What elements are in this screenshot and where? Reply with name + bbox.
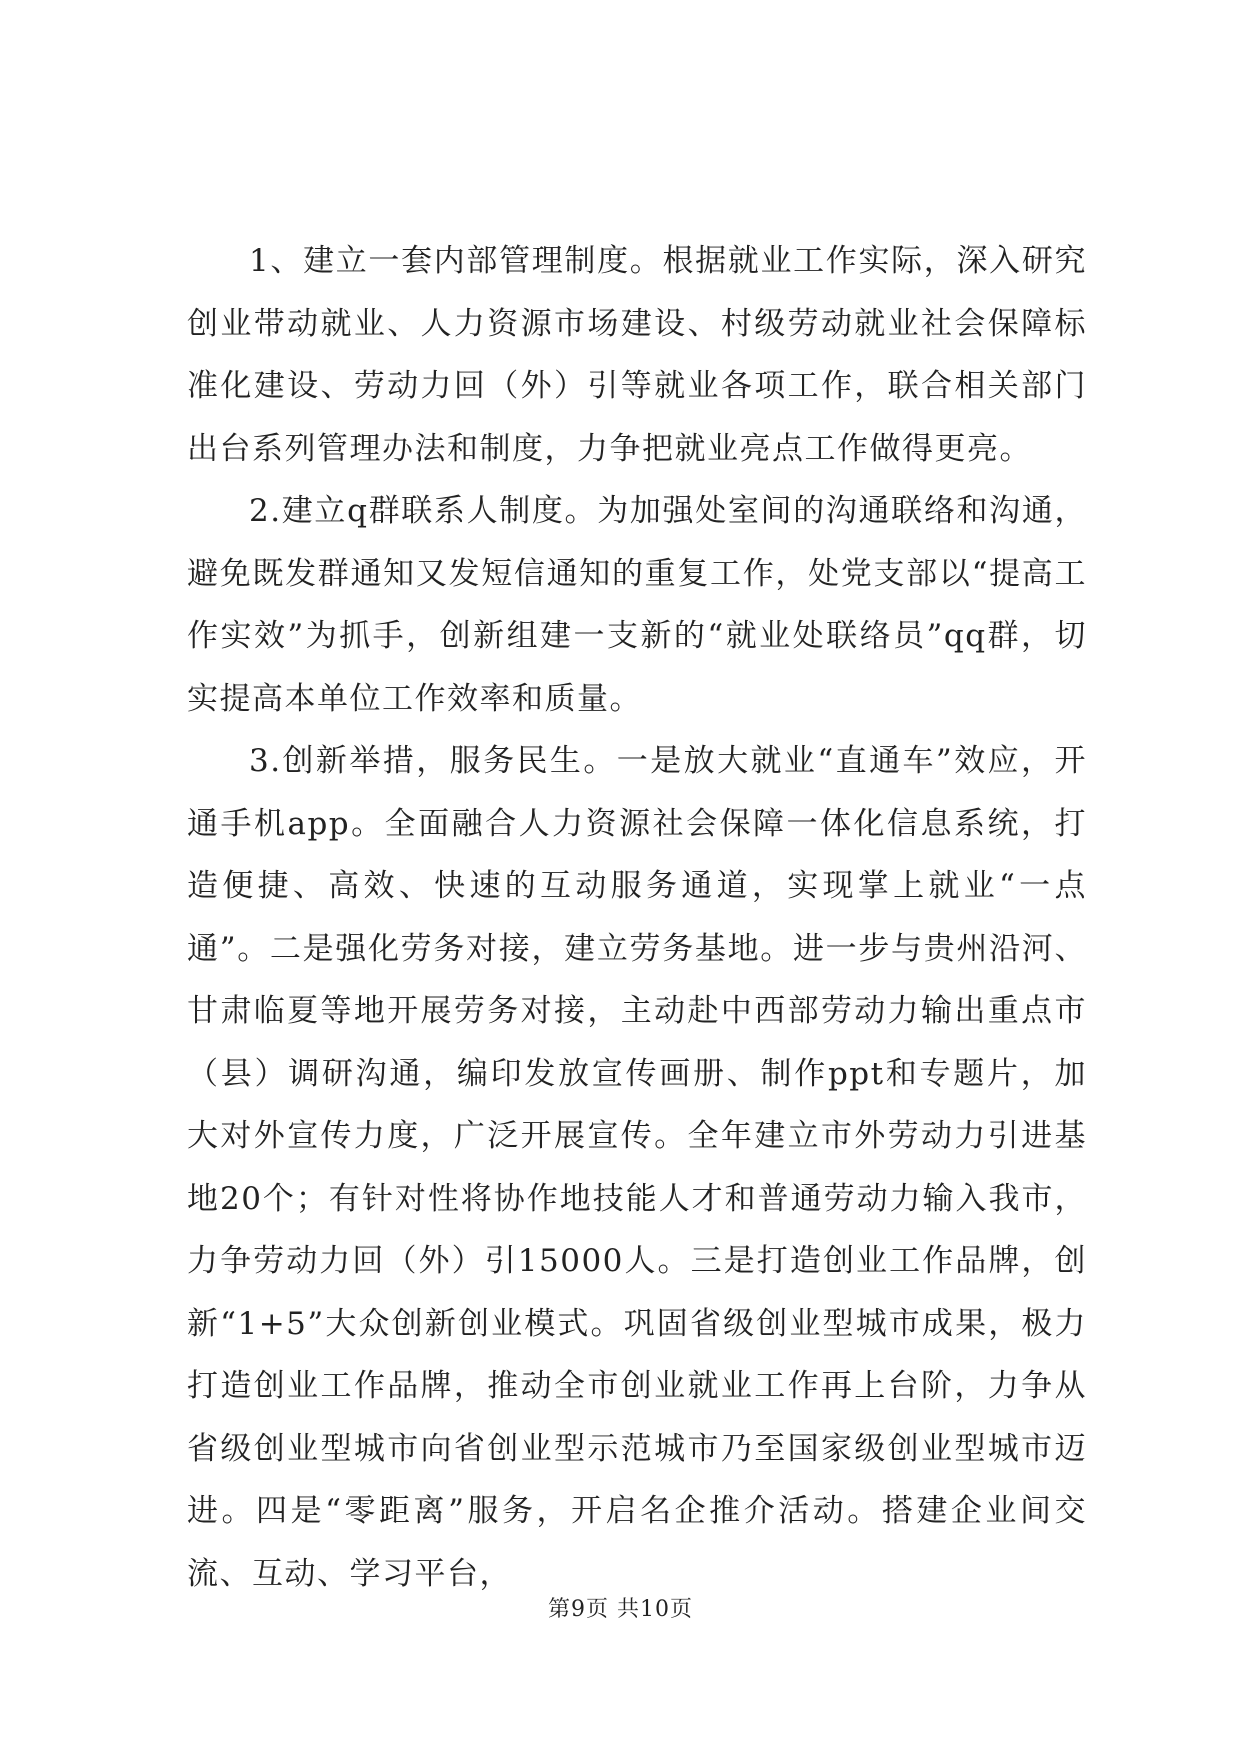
page-number-footer: 第9页 共10页 [548, 1597, 693, 1622]
paragraph-innovation-measures: 3.创新举措，服务民生。一是放大就业“直通车”效应，开通手机app。全面融合人力资源社会保障一体化信息系统，打造便捷、高效、快速的互动服务通道，实现掌上就业“一点通”。二是强化劳务对接，建立劳务基地。进一步与贵州沿河、甘肃临夏等地开展劳务对接，主动赴中西部劳动力输出重点市（县）调研沟通，编印发放宣传画册、制作ppt和专题片，加大对外宣传力度，广泛开展宣传。全年建立市外劳动力引进基地20个；有针对性将协作地技能人才和普通劳动力输入我市，力争劳动力回（外）引15000人。三是打造创业工作品牌，创新“1+5”大众创新创业模式。巩固省级创业型城市成果，极力打造创业工作品牌，推动全市创业就业工作再上台阶，力争从省级创业型城市向省创业型示范城市乃至国家级创业型城市迈进。四是“零距离”服务，开启名企推介活动。搭建企业间交流、互动、学习平台， [187, 743, 1087, 1592]
document-body [187, 230, 1087, 1605]
paragraph-internal-management: 1、建立一套内部管理制度。根据就业工作实际，深入研究创业带动就业、人力资源市场建设、村级劳动就业社会保障标准化建设、劳动力回（外）引等就业各项工作，联合相关部门出台系列管理办法和制度，力争把就业亮点工作做得更亮。 [187, 243, 1087, 467]
paragraph-qq-group-contact: 2.建立q群联系人制度。为加强处室间的沟通联络和沟通，避免既发群通知又发短信通知的重复工作，处党支部以“提高工作实效”为抓手，创新组建一支新的“就业处联络员”qq群，切实提高本单位工作效率和质量。 [187, 493, 1087, 717]
